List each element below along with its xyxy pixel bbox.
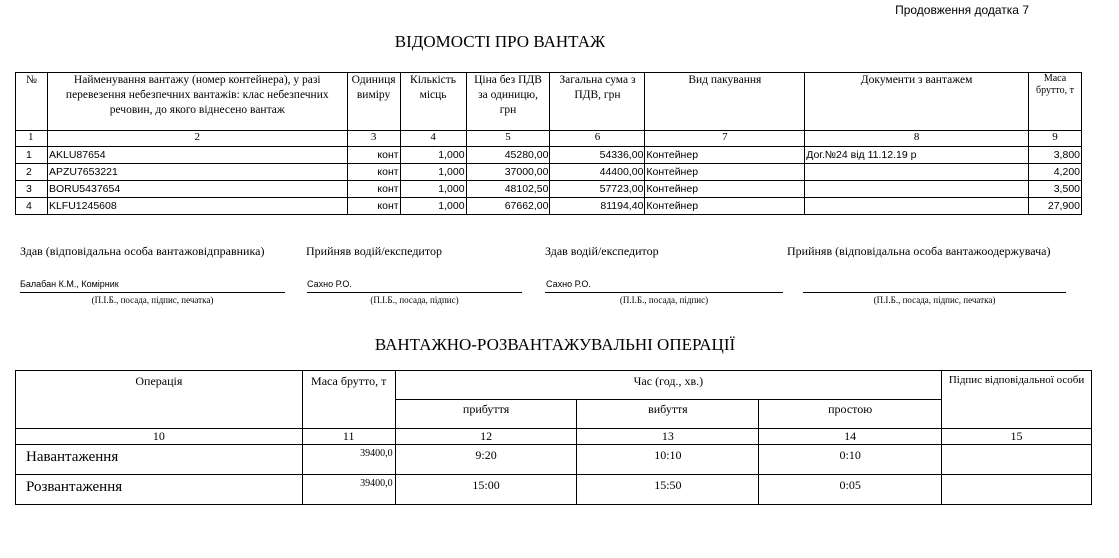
cell-departure: 15:50 — [577, 475, 759, 505]
cargo-section-title: ВІДОМОСТІ ПРО ВАНТАЖ — [394, 32, 606, 51]
col-header-docs: Документи з вантажем — [805, 73, 1029, 131]
signature-name-driver-handed: Сахно Р.О. — [546, 279, 591, 289]
col-number: 8 — [805, 131, 1029, 147]
col-number: 5 — [466, 131, 550, 147]
cell-total: 44400,00 — [550, 164, 645, 181]
col-number: 14 — [759, 429, 942, 445]
signature-line — [803, 292, 1066, 293]
cell-name: BORU5437654 — [47, 181, 347, 198]
operations-section-title: ВАНТАЖНО-РОЗВАНТАЖУВАЛЬНІ ОПЕРАЦІЇ — [374, 335, 736, 354]
col-number: 6 — [550, 131, 645, 147]
table-row — [16, 164, 1082, 181]
cell-mass: 39400,0 — [302, 445, 395, 475]
cell-pack: Контейнер — [645, 181, 805, 198]
col-number: 2 — [47, 131, 347, 147]
col-number: 9 — [1028, 131, 1081, 147]
table-row — [16, 198, 1082, 215]
cell-unit: конт — [347, 198, 400, 215]
col-header-name: Найменування вантажу (номер контейнера), у разі перевезення небезпечних вантажів: клас небезпечних речовин, до якого віднесено вантаж — [47, 73, 347, 131]
cell-no: 4 — [16, 198, 48, 215]
cell-mass: 27,900 — [1028, 198, 1081, 215]
cell-no: 2 — [16, 164, 48, 181]
table-row — [16, 181, 1082, 198]
signature-hint: (П.І.Б., посада, підпис, печатка) — [91, 295, 214, 305]
table-row — [16, 475, 1092, 505]
cell-name: AKLU87654 — [47, 147, 347, 164]
cell-operation: Навантаження — [16, 445, 303, 475]
cell-idle: 0:05 — [759, 475, 942, 505]
cell-price: 48102,50 — [466, 181, 550, 198]
cell-price: 37000,00 — [466, 164, 550, 181]
cell-total: 57723,00 — [550, 181, 645, 198]
cell-pack: Контейнер — [645, 164, 805, 181]
ops-header-signature: Підпис відповідальної особи — [942, 371, 1092, 429]
cell-signature — [942, 475, 1092, 505]
signature-caption-driver-handed: Здав водій/експедитор — [545, 244, 659, 258]
ops-header-operation: Операція — [16, 371, 303, 429]
ops-header-time: Час (год., хв.) — [395, 371, 941, 400]
signature-caption-driver-accepted: Прийняв водій/експедитор — [306, 244, 442, 258]
column-numbers-row — [16, 131, 1082, 147]
cell-qty: 1,000 — [400, 198, 466, 215]
ops-header-arrival: прибуття — [395, 400, 577, 429]
cell-qty: 1,000 — [400, 164, 466, 181]
col-number: 15 — [942, 429, 1092, 445]
col-number: 12 — [395, 429, 577, 445]
cell-mass: 3,500 — [1028, 181, 1081, 198]
col-number: 13 — [577, 429, 759, 445]
col-header-qty: Кількість місць — [400, 73, 466, 131]
cell-mass: 39400,0 — [302, 475, 395, 505]
cell-docs — [805, 164, 1029, 181]
table-row — [16, 445, 1092, 475]
signature-line — [307, 292, 522, 293]
cell-pack: Контейнер — [645, 198, 805, 215]
cell-unit: конт — [347, 164, 400, 181]
ops-header-departure: вибуття — [577, 400, 759, 429]
cargo-table — [15, 72, 1082, 215]
cell-price: 67662,00 — [466, 198, 550, 215]
signature-caption-shipper: Здав (відповідальна особа вантажовідправника) — [20, 244, 265, 258]
cell-mass: 3,800 — [1028, 147, 1081, 164]
col-header-total: Загальна сума з ПДВ, грн — [550, 73, 645, 131]
cell-operation: Розвантаження — [16, 475, 303, 505]
cell-name: KLFU1245608 — [47, 198, 347, 215]
col-number: 7 — [645, 131, 805, 147]
cell-docs: Дог.№24 від 11.12.19 р — [805, 147, 1029, 164]
col-header-mass: Маса брутто, т — [1028, 73, 1081, 131]
cell-unit: конт — [347, 181, 400, 198]
col-number: 1 — [16, 131, 48, 147]
table-row — [16, 147, 1082, 164]
operations-table — [15, 370, 1092, 505]
col-header-pack: Вид пакування — [645, 73, 805, 131]
cell-total: 54336,00 — [550, 147, 645, 164]
cell-arrival: 9:20 — [395, 445, 577, 475]
cell-qty: 1,000 — [400, 181, 466, 198]
signature-caption-consignee: Прийняв (відповідальна особа вантажоодержувача) — [787, 244, 1051, 258]
col-number: 4 — [400, 131, 466, 147]
signature-hint: (П.І.Б., посада, підпис, печатка) — [873, 295, 996, 305]
cell-name: APZU7653221 — [47, 164, 347, 181]
signature-name-driver-accepted: Сахно Р.О. — [307, 279, 352, 289]
cell-unit: конт — [347, 147, 400, 164]
ops-header-idle: простою — [759, 400, 942, 429]
signature-line — [545, 292, 783, 293]
signature-line — [20, 292, 285, 293]
cell-docs — [805, 198, 1029, 215]
cell-signature — [942, 445, 1092, 475]
signature-name-shipper: Балабан К.М., Комірник — [20, 279, 119, 289]
cell-mass: 4,200 — [1028, 164, 1081, 181]
col-header-price: Ціна без ПДВ за одиницю, грн — [466, 73, 550, 131]
cell-total: 81194,40 — [550, 198, 645, 215]
col-header-no: № — [16, 73, 48, 131]
cell-price: 45280,00 — [466, 147, 550, 164]
cell-no: 1 — [16, 147, 48, 164]
cell-pack: Контейнер — [645, 147, 805, 164]
cell-docs — [805, 181, 1029, 198]
cell-qty: 1,000 — [400, 147, 466, 164]
cell-idle: 0:10 — [759, 445, 942, 475]
ops-header-mass: Маса брутто, т — [302, 371, 395, 429]
appendix-note: Продовження додатка 7 — [895, 3, 1029, 17]
col-number: 10 — [16, 429, 303, 445]
signature-hint: (П.І.Б., посада, підпис) — [619, 295, 709, 305]
signature-hint: (П.І.Б., посада, підпис) — [370, 295, 459, 305]
col-number: 3 — [347, 131, 400, 147]
col-number: 11 — [302, 429, 395, 445]
cell-no: 3 — [16, 181, 48, 198]
col-header-unit: Одиниця виміру — [347, 73, 400, 131]
cell-departure: 10:10 — [577, 445, 759, 475]
cell-arrival: 15:00 — [395, 475, 577, 505]
